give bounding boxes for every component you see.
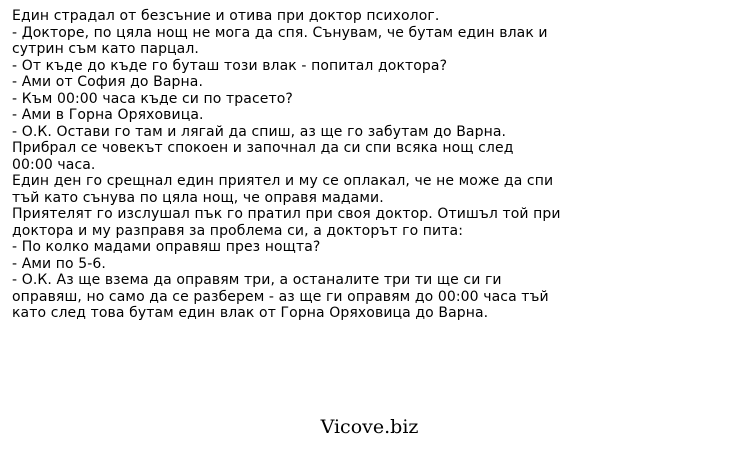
joke-line: Приятелят го изслушал пък го пратил при своя доктор. Отишъл той при xyxy=(12,206,561,222)
joke-line: 00:00 часа. xyxy=(12,156,96,173)
joke-line: като след това бутам един влак от Горна Оряховица до Варна. xyxy=(12,305,489,321)
joke-line: сутрин съм като парцал. xyxy=(12,41,199,57)
joke-line: - По колко мадами оправяш през нощта? xyxy=(12,239,321,255)
joke-line: - О.К. Аз ще взема да оправям три, а останалите три ти ще си ги xyxy=(12,272,502,288)
joke-line: Прибрал се човекът спокоен и започнал да си спи всяка нощ след xyxy=(12,140,514,156)
joke-line: тъй като сънува по цяла нощ, че оправя мадами. xyxy=(12,189,384,206)
joke-line: оправяш, но само да се разберем - аз ще ги оправям до 00:00 часа тъй xyxy=(12,288,549,305)
joke-text xyxy=(12,8,727,322)
joke-line: - Ами от София до Варна. xyxy=(12,74,203,90)
joke-line: Един страдал от безсъние и отива при доктор психолог. xyxy=(12,8,440,24)
joke-line: - Към 00:00 часа къде си по трасето? xyxy=(12,90,293,107)
joke-line: - Ами в Горна Оряховица. xyxy=(12,107,204,123)
joke-line: - Ами по 5-6. xyxy=(12,255,106,272)
joke-line: Един ден го срещнал един приятел и му се оплакал, че не може да спи xyxy=(12,173,554,189)
site-watermark: Vicove.biz xyxy=(320,416,419,438)
joke-line: - О.К. Остави го там и лягай да спиш, аз ще го забутам до Варна. xyxy=(12,123,507,140)
joke-line: - Докторе, по цяла нощ не мога да спя. Сънувам, че бутам един влак и xyxy=(12,24,548,41)
joke-line: доктора и му разправя за проблема си, а докторът го пита: xyxy=(12,222,464,239)
joke-line: - От къде до къде го буташ този влак - попитал доктора? xyxy=(12,57,448,74)
